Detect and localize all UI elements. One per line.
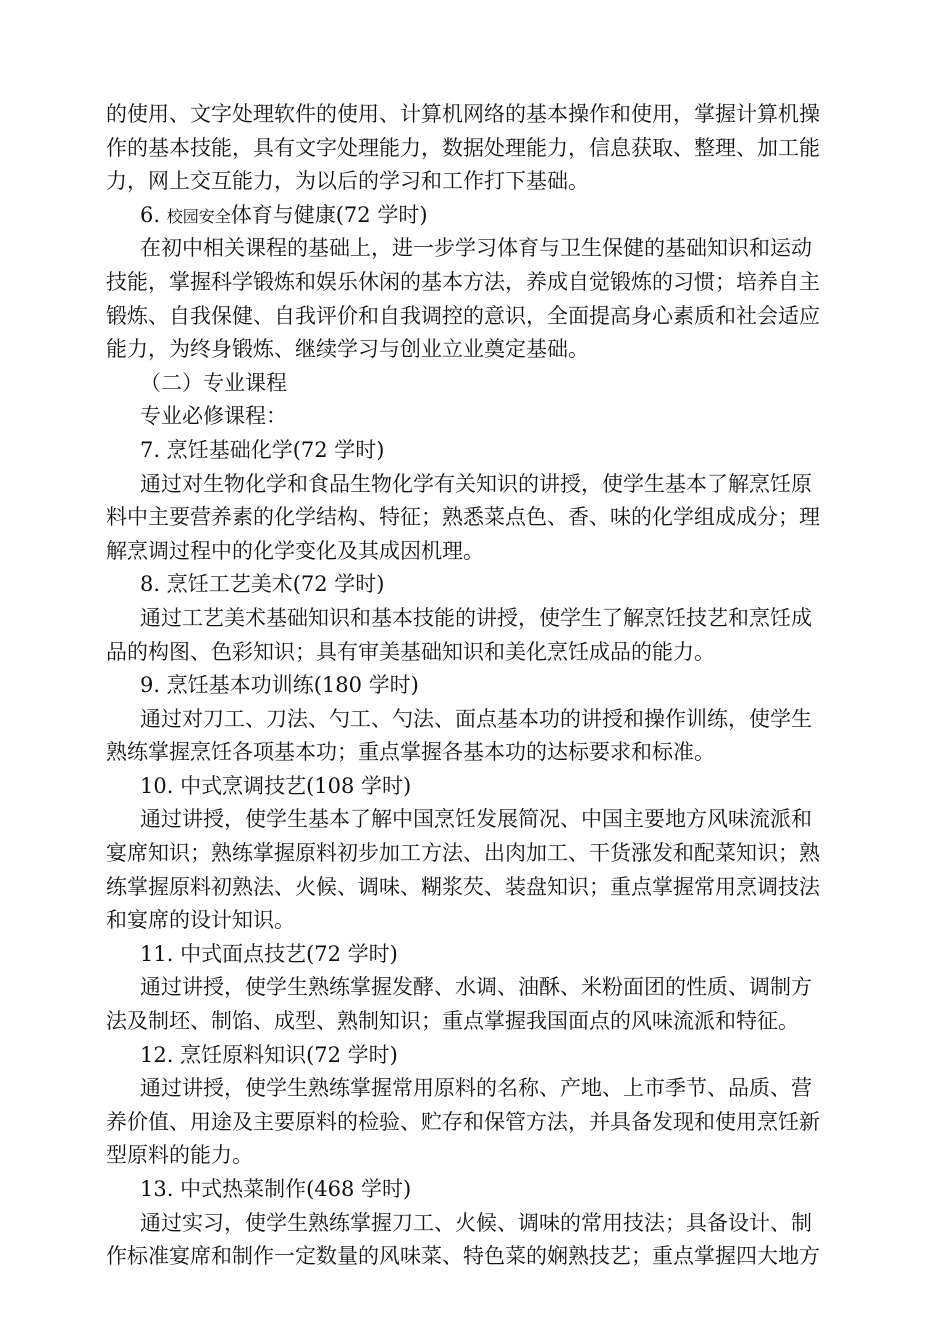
paragraph-line: 通过对刀工、刀法、勺工、勺法、面点基本功的讲授和操作训练，使学生 xyxy=(140,706,812,731)
paragraph-line: 通过实习，使学生熟练掌握刀工、火候、调味的常用技法；具备设计、制 xyxy=(140,1210,812,1235)
paragraph-line: 作标准宴席和制作一定数量的风味菜、特色菜的娴熟技艺；重点掌握四大地方 xyxy=(106,1244,820,1269)
course-heading-7: 7. 烹饪基础化学(72 学时) xyxy=(140,437,385,462)
paragraph-line: 和宴席的设计知识。 xyxy=(106,908,295,933)
paragraph-line: 能力，为终身锻炼、继续学习与创业立业奠定基础。 xyxy=(106,337,589,362)
paragraph-line: 品的构图、色彩知识；具有审美基础知识和美化烹饪成品的能力。 xyxy=(106,639,715,664)
paragraph-line: 通过讲授，使学生熟练掌握常用原料的名称、产地、上市季节、品质、营 xyxy=(140,1076,812,1101)
paragraph-line: 通过讲授，使学生基本了解中国烹饪发展简况、中国主要地方风味流派和 xyxy=(140,807,812,832)
paragraph-line: 锻炼、自我保健、自我评价和自我调控的意识，全面提高身心素质和社会适应 xyxy=(106,303,820,328)
paragraph-line: 在初中相关课程的基础上，进一步学习体育与卫生保健的基础知识和运动 xyxy=(140,236,812,261)
paragraph-line: 解烹调过程中的化学变化及其成因机理。 xyxy=(106,538,484,563)
course-heading-8: 8. 烹饪工艺美术(72 学时) xyxy=(140,572,385,597)
paragraph-line: 力，网上交互能力，为以后的学习和工作打下基础。 xyxy=(106,169,589,194)
paragraph-line: 料中主要营养素的化学结构、特征；熟悉菜点色、香、味的化学组成成分；理 xyxy=(106,505,820,530)
paragraph-line: 技能，掌握科学锻炼和娱乐休闲的基本方法，养成自觉锻炼的习惯；培养自主 xyxy=(106,269,820,294)
subsection-heading: 专业必修课程： xyxy=(140,404,287,429)
paragraph-line: 养价值、用途及主要原料的检验、贮存和保管方法，并具备发现和使用烹饪新 xyxy=(106,1109,820,1134)
course-annotation: 校园安全 xyxy=(166,206,231,226)
paragraph-line: 通过工艺美术基础知识和基本技能的讲授，使学生了解烹饪技艺和烹饪成 xyxy=(140,605,812,630)
course-heading-13: 13. 中式热菜制作(468 学时) xyxy=(140,1177,412,1201)
paragraph-line: 的使用、文字处理软件的使用、计算机网络的基本操作和使用，掌握计算机操 xyxy=(106,102,820,126)
document-page xyxy=(106,98,864,1274)
paragraph-line: 作的基本技能，具有文字处理能力，数据处理能力，信息获取、整理、加工能 xyxy=(106,135,820,160)
course-heading-9: 9. 烹饪基本功训练(180 学时) xyxy=(140,673,419,698)
paragraph-line: 型原料的能力。 xyxy=(106,1143,253,1168)
paragraph-line: 熟练掌握烹饪各项基本功；重点掌握各基本功的达标要求和标准。 xyxy=(106,740,715,765)
paragraph-line: 练掌握原料初熟法、火候、调味、糊浆芡、装盘知识；重点掌握常用烹调技法 xyxy=(106,874,820,899)
course-number: 6. xyxy=(140,202,167,227)
paragraph-line: 通过对生物化学和食品生物化学有关知识的讲授，使学生基本了解烹饪原 xyxy=(140,471,812,496)
paragraph-line: 法及制坯、制馅、成型、熟制知识；重点掌握我国面点的风味流派和特征。 xyxy=(106,1009,799,1034)
course-title: 体育与健康(72 学时) xyxy=(230,202,428,227)
course-heading-11: 11. 中式面点技艺(72 学时) xyxy=(140,941,398,966)
section-heading: （二）专业课程 xyxy=(140,370,287,395)
course-heading-6 xyxy=(106,199,864,233)
course-heading-12: 12. 烹饪原料知识(72 学时) xyxy=(140,1042,398,1067)
paragraph-line: 通过讲授，使学生熟练掌握发酵、水调、油酥、米粉面团的性质、调制方 xyxy=(140,975,812,1000)
course-heading-10: 10. 中式烹调技艺(108 学时) xyxy=(140,773,412,798)
paragraph-line: 宴席知识；熟练掌握原料初步加工方法、出肉加工、干货涨发和配菜知识；熟 xyxy=(106,841,820,866)
